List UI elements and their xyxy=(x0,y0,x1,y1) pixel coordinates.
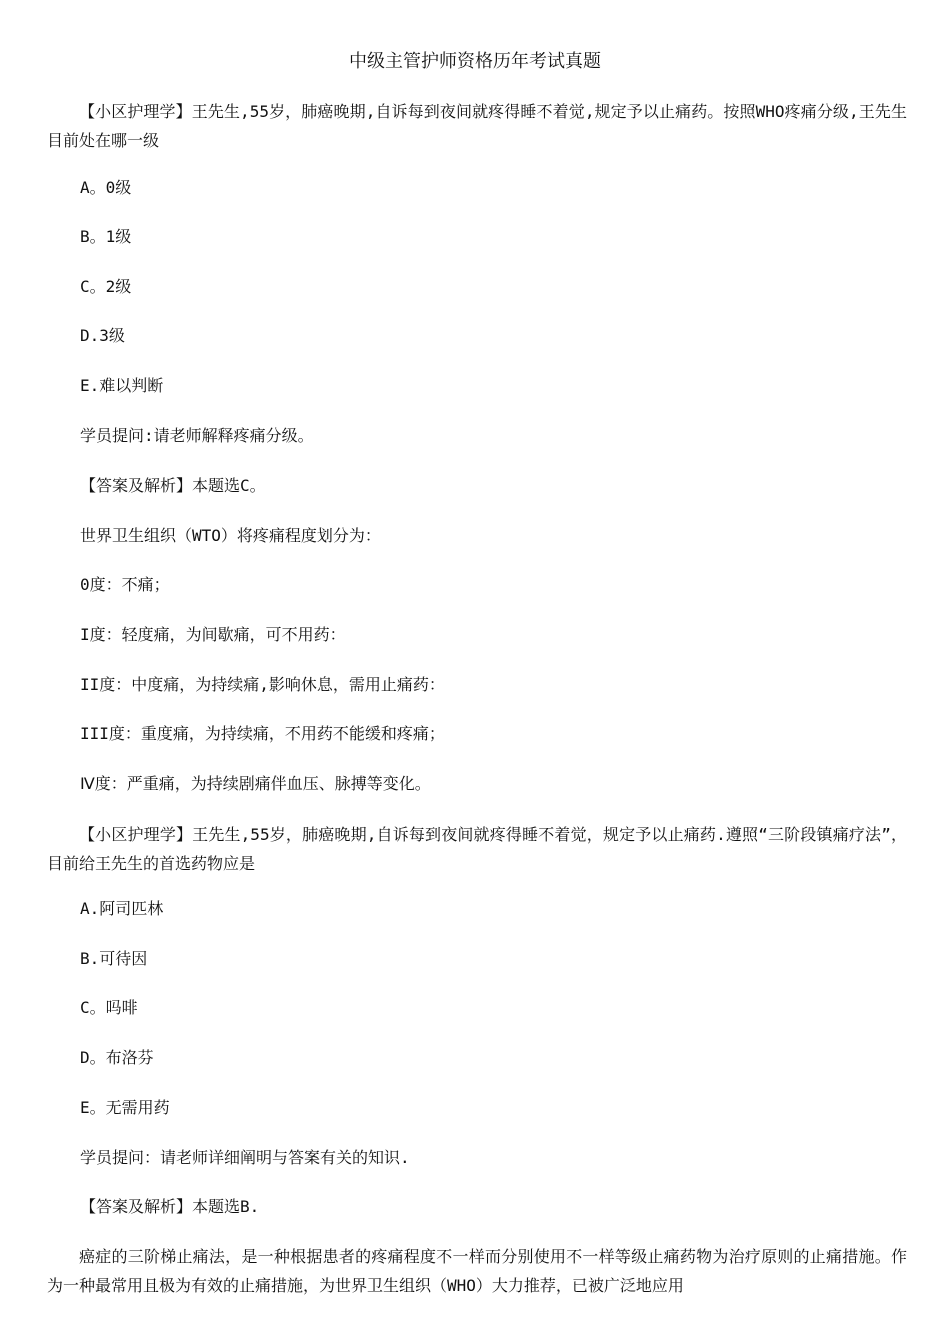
question-1-option-b: B。1级 xyxy=(80,227,132,246)
question-1-explanation-grade-0: 0度：不痛； xyxy=(80,575,170,594)
question-1-explanation-grade-2: II度：中度痛，为持续痛,影响休息，需用止痛药： xyxy=(80,675,445,694)
question-1-explanation-grade-4: Ⅳ度：严重痛，为持续剧痛伴血压、脉搏等变化。 xyxy=(80,774,431,793)
question-1-student-question: 学员提问:请老师解释疼痛分级。 xyxy=(80,426,314,445)
question-2-student-question: 学员提问：请老师详细阐明与答案有关的知识. xyxy=(80,1148,410,1167)
question-1-option-e: E.难以判断 xyxy=(80,376,164,395)
question-1-explanation-grade-3: III度：重度痛，为持续痛，不用药不能缓和疼痛； xyxy=(80,724,445,743)
question-2-answer: 【答案及解析】本题选B. xyxy=(80,1197,260,1216)
question-1-option-d: D.3级 xyxy=(80,326,125,345)
question-1-explanation-intro: 世界卫生组织（WTO）将疼痛程度划分为： xyxy=(80,526,381,545)
question-2-option-d: D。布洛芬 xyxy=(80,1048,154,1067)
document-title: 中级主管护师资格历年考试真题 xyxy=(349,51,601,72)
question-2-option-a: A.阿司匹林 xyxy=(80,899,164,918)
question-2-option-e: E。无需用药 xyxy=(80,1098,170,1117)
question-1-option-a: A。0级 xyxy=(80,178,132,197)
question-1-explanation-grade-1: I度：轻度痛，为间歇痛，可不用药： xyxy=(80,625,346,644)
question-1-stem: 【小区护理学】王先生,55岁，肺癌晚期,自诉每到夜间就疼得睡不着觉,规定予以止痛药。按照WHO疼痛分级,王先生目前处在哪一级 xyxy=(47,102,907,150)
question-2-explanation: 癌症的三阶梯止痛法，是一种根据患者的疼痛程度不一样而分别使用不一样等级止痛药物为治疗原则的止痛措施。作为一种最常用且极为有效的止痛措施，为世界卫生组织（WHO）大力推荐，已被广泛地应用 xyxy=(47,1247,907,1295)
question-1-option-c: C。2级 xyxy=(80,277,132,296)
question-1-answer: 【答案及解析】本题选C。 xyxy=(80,476,266,495)
question-2-stem: 【小区护理学】王先生,55岁，肺癌晚期,自诉每到夜间就疼得睡不着觉，规定予以止痛药.遵照“三阶段镇痛疗法”，目前给王先生的首选药物应是 xyxy=(47,825,907,873)
question-2-option-b: B.可待因 xyxy=(80,949,148,968)
question-2-option-c: C。吗啡 xyxy=(80,998,138,1017)
